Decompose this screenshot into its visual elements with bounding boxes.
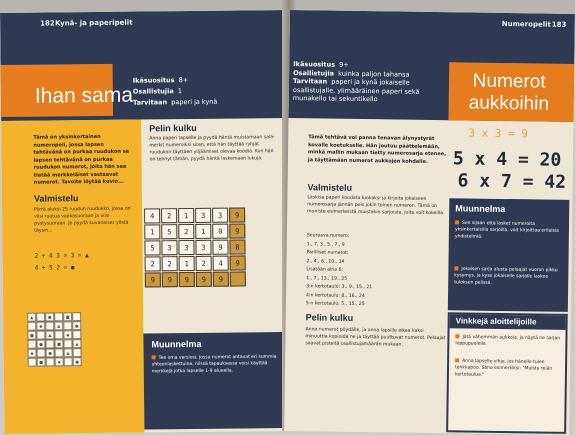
grid-cell: 8 [229,239,245,254]
symbol-cell: ■ [63,312,72,321]
right-page-number: 183 [551,20,567,29]
bullet-icon [455,220,459,224]
meta-row: Tarvitaan paperi ja kynä [132,97,218,107]
grid-cell: 9 [196,272,212,287]
bullet-icon [454,266,458,270]
left-pelin-kulku-heading: Pelin kulku [149,122,197,134]
meta-row: Osallistujia kuinka paljon tahansa [293,68,410,79]
symbol-cell: ■ [54,339,63,348]
symbol-cell: ▲ [27,313,36,322]
symbol-cell: ▲ [72,339,81,348]
series-line: 1., 7, 3., 5., 7., 9 [306,241,345,248]
series-line: 2., 4., 6., 10., 14 [306,258,345,265]
series-list [306,232,447,310]
series-line: Parilliset numerot: [306,250,349,256]
symbol-cell: ◆ [55,357,64,366]
symbol-cell: ● [45,312,54,321]
symbol-cell: ◆ [28,349,37,358]
number-grid [144,207,246,287]
grid-cell: 3 [178,240,194,255]
right-muunnelma-item-2: Jokaisen sarja alusta pelaajat vuoron pikku kysymys, ja kyse jokaiselle sarjalle laskee tuloksen pelissä. [454,266,558,286]
right-valmistelu-text: Laskisa paperi koodata luokaksi ja kirjoita jokaiseen numerosarja jännän pois jokin toinen numeron. Tämä on moniste esimerkeistä muistakin sarjoista, joita voit kokeilla. [307,195,445,217]
grid-cell: 3 [195,208,211,223]
right-valmistelu-heading: Valmistelu [307,182,353,193]
meta-row: Ikäsuositus 9+ [293,60,349,69]
symbol-cell [72,330,81,339]
bullet-icon [152,355,156,359]
grid-cell: 2 [162,256,178,271]
vinkki-heading: Vinkkejä aloittelijoille [455,316,537,327]
vinkki-item-1: Jätä vähemmän aukkoja, ja näytä ne sarjan loppupuolelle. [455,334,561,347]
symbol-grid [27,312,82,367]
grid-cell: 4 [213,256,229,271]
symbol-cell [27,340,36,349]
right-running-head: Numeropelit [501,19,551,29]
right-muunnelma-box [448,198,570,312]
grid-cell: 9 [229,207,245,222]
symbol-cell [54,312,63,321]
symbol-cell: ▲ [54,321,63,330]
left-valmistelu-text: Piirrä aluksi 25 ruudun ruudukko, jossa on viisi ruutua vaakasuoraan ja viisi pystysuoraan. Jo pyydä kuvanaiset yöstä täysin... [34,206,131,234]
grid-cell: 9 [212,240,228,255]
symbol-cell [72,312,81,321]
grid-cell: 2 [161,208,177,223]
grid-cell: 3 [161,240,177,255]
symbol-cell: ● [73,357,82,366]
grid-cell: 2 [178,224,194,239]
equation-2: 6 x 7 = 42 [457,170,567,193]
left-title: Ihan sama [34,83,134,108]
right-pelin-kulku-text: Anna numerot pöydälle, ja anna lapsille aikaa kaksi minuuttia kopioida ne ja täyttää puuttuvat numerot. Pelaajat saavat pisteitä osallistujamäärän mukaan. [305,327,446,348]
series-line: Seuraava numero: [306,233,350,239]
series-line: 3:n kertotaulu: 3., 9., 15., 21 [306,284,373,291]
symbol-cell: ▲ [64,348,73,357]
sample-equation-2: 4 + 5 2 = ● [34,264,75,272]
symbol-cell [63,339,72,348]
series-line: 5:n kertotaulu: 5., 15., 25 [305,301,365,308]
grid-cell: 9 [179,272,195,287]
right-header [288,10,574,122]
meta-row: Osallistujia 1 [132,87,183,96]
grid-cell: 1 [195,224,211,239]
symbol-cell: ● [46,348,55,357]
left-header [0,10,287,121]
right-pelin-kulku-heading: Pelin kulku [305,312,354,323]
left-running-head: Kynä- ja paperipelit [55,18,133,28]
series-line: 1., 7., 13., 19., 25 [306,275,348,282]
left-valmistelu-heading: Valmistelu [33,193,79,204]
meta-row: Ikäsuositus 8+ [132,76,189,85]
symbol-cell [27,322,36,331]
symbol-cell [45,339,54,348]
symbol-cell [54,330,63,339]
equation-1: 5 x 4 = 20 [452,148,562,171]
symbol-cell [28,358,37,367]
grid-cell: 9 [230,255,246,270]
right-title [469,71,550,116]
grid-cell: 3 [212,208,228,223]
series-line: Lisätään aina 6: [306,267,344,273]
symbol-cell [63,321,72,330]
equation-small: 3 x 3 = 9 [468,126,528,141]
vinkki-item-2: Anna lapselle vihje, jos hänelle tulee tenkkapoo. Sano esimerkiksi: "Muista reiän kertotaulua." [454,358,553,378]
right-title-line-2: aukkoihin [468,92,550,115]
grid-cell: 2 [196,256,212,271]
left-page-number: 182 [40,19,55,28]
right-meta [293,60,434,104]
grid-cell [230,271,246,286]
grid-cell: 5 [161,224,177,239]
grid-cell: 1 [178,208,194,223]
left-muunnelma-item: Tee oma versiosi, jossa numerot antavat eri summia yhteenlaskettuina, niissä tapauksessa voisi käyttää merkkejä jotka lapselle 1-9 alueella. [151,354,277,374]
left-muunnelma-heading: Muunnelma [151,338,202,350]
symbol-cell [36,313,45,322]
grid-cell: 9 [162,272,178,287]
right-muunnelma-item-1: Sen sijaan että lasket numeroita yksinkertaisilla sarjoilla, voit kirjoittaa erilaisia yhdistelmiä. [454,220,559,240]
vinkki-box [446,312,568,434]
grid-cell: 9 [145,272,161,287]
symbol-cell: ◆ [36,322,45,331]
symbol-cell [73,348,82,357]
left-pelin-kulku-text: Anna paperi lapselle ja pyydä häntä muistamaan sala- merkit numeroiksi siten, että hän täyttää ryhjät ruudukon täyttäen ylijäämiset olevaa koodia. Kun hän on tehnyt tämän, pyydä häntä laskemaan lukuja. [149,135,275,163]
right-page [284,10,575,435]
meta-row: Tarvitaan paperi ja kynä jokaiselle osallistujalle, ylimääräinen paperi sekä munakello tai sekuntikello [292,77,420,104]
grid-cell: 0 [212,224,228,239]
grid-cell: 9 [213,272,229,287]
grid-cell: 5 [144,240,160,255]
symbol-cell: ● [72,321,81,330]
series-line: 4:n kertotaulu: 8., 16., 24 [305,292,365,299]
left-intro: Tämä on yksinkertainen numeropeli, jossa lapsen tehtävänä on purkaa ruudukon sa lapsen tehtävänä on purkaa ruudukon numerot, joita hän saa tietää merkkeläiset vastaavat numerot. Tavoite löytää kuvio... [33,133,130,186]
symbol-cell [45,321,54,330]
grid-cell: 9 [229,223,245,238]
right-intro: Tämä tehtävä voi panna tenavan älynystyrät kovalle koetukselle. Hän joutuu päättelemään, minkä mallin mukaan tietty numerosarja etenee, ja täyttämään numerot aukkojen kohdalle. [307,134,447,165]
symbol-cell [64,357,73,366]
left-muunnelma-box [143,332,284,429]
sample-equation-1: 2 + 4 3 = 3 = ▲ [34,252,89,260]
grid-cell: 2 [145,256,161,271]
symbol-cell [36,331,45,340]
left-meta [133,75,218,109]
symbol-cell: ▲ [45,330,54,339]
symbol-cell: ■ [37,358,46,367]
grid-cell: 4 [144,208,160,223]
symbol-cell: ● [36,340,45,349]
symbol-cell: ■ [27,331,36,340]
left-page [0,10,290,434]
grid-cell: 3 [195,240,211,255]
symbol-cell: ◆ [63,330,72,339]
right-title-line-1: Numerot [472,70,546,93]
symbol-cell [37,349,46,358]
symbol-cell [46,357,55,366]
grid-cell: 1 [144,224,160,239]
grid-cell: 1 [179,256,195,271]
bullet-icon [455,358,459,362]
bullet-icon [455,334,459,338]
right-muunnelma-heading: Muunnelma [455,203,506,215]
symbol-cell [55,348,64,357]
